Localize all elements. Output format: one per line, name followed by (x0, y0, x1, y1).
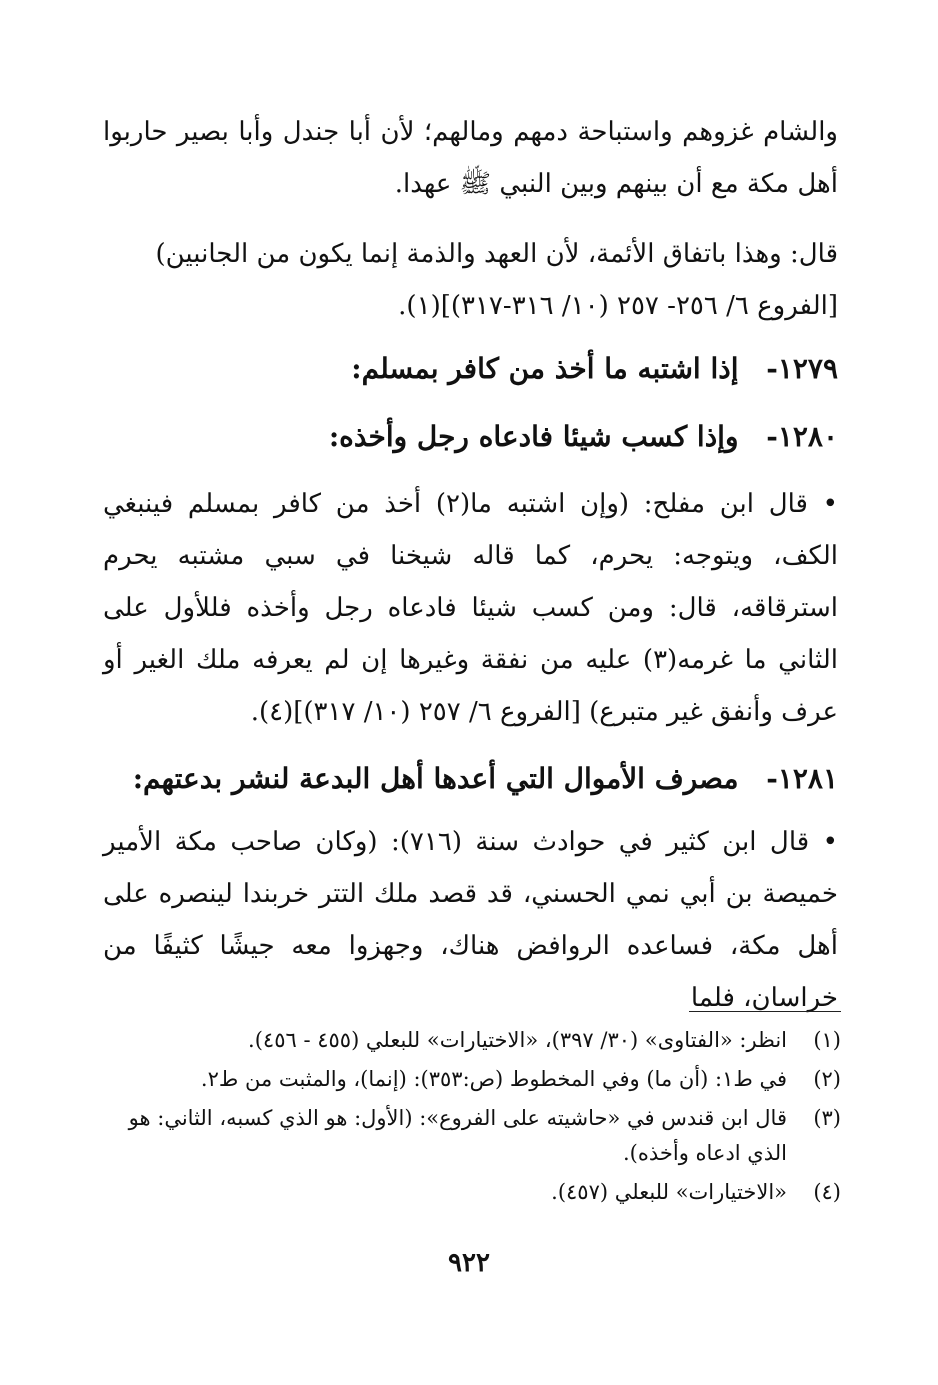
heading-title: مصرف الأموال التي أعدها أهل البدعة لنشر بدعتهم: (132, 762, 739, 795)
section-heading (103, 344, 838, 394)
footnote-number: (١) (813, 1028, 841, 1052)
paragraph-quote (103, 228, 838, 332)
footnote-text: قال ابن قندس في «حاشيته على الفروع»: (الأول: هو الذي كسبه، الثاني: هو الذي ادعاه وأخذه). (128, 1106, 787, 1165)
footnote-number: (٤) (813, 1180, 841, 1204)
paragraph: والشام غزوهم واستباحة دمهم ومالهم؛ لأن أبا جندل وأبا بصير حاربوا أهل مكة مع أن بينهم وبين النبي ﷺ عهدا. (103, 117, 838, 199)
footnote-number: (٣) (813, 1106, 841, 1130)
heading-number: ١٢٧٩- (766, 352, 838, 385)
footnote-number: (٢) (813, 1067, 841, 1091)
heading-title: إذا اشتبه ما أخذ من كافر بمسلم: (351, 352, 739, 385)
page-number: ٩٢٢ (448, 1248, 490, 1278)
reference-citation: [الفروع ٦/ ٢٥٦- ٢٥٧ (١٠/ ٣١٦-٣١٧)](١). (398, 291, 838, 321)
heading-title: وإذا كسب شيئا فادعاه رجل وأخذه: (328, 420, 739, 453)
section-heading (103, 754, 838, 804)
quote-text: قال: وهذا باتفاق الأئمة، لأن العهد والذمة إنما يكون من الجانبين) (155, 239, 838, 269)
paragraph: • قال ابن كثير في حوادث سنة (٧١٦): (وكان صاحب مكة الأمير خميصة بن أبي نمي الحسني، قد قصد ملك التتر خربندا لينصره على أهل مكة، فساعده الروافض هناك، وجهزوا معه جيشًا كثيفًا من خراسان، فلما (103, 827, 838, 1013)
heading-number: ١٢٨٠- (766, 420, 838, 453)
footnote (108, 1101, 841, 1171)
footnote (108, 1062, 841, 1097)
footnote-text: «الاختيارات» للبعلي (٤٥٧). (551, 1180, 787, 1204)
footnote-divider (689, 1011, 841, 1012)
paragraph: • قال ابن مفلح: (وإن اشتبه ما(٢) أخذ من كافر بمسلم فينبغي الكف، ويتوجه: يحرم، كما قاله شيخنا في سبي مشتبه يحرم استرقاقه، قال: ومن كسب شيئا فادعاه رجل وأخذه فللأول على الثاني ما غرمه(٣) عليه من نفقة وغيرها إن لم يعرفه ملك الغير أو عرف وأنفق غير متبرع) [الفروع ٦/ ٢٥٧ (١٠/ ٣١٧)](٤). (103, 489, 839, 727)
section-heading (103, 412, 838, 462)
heading-number: ١٢٨١- (766, 762, 838, 795)
footnotes (108, 1023, 841, 1214)
footnote (108, 1023, 841, 1058)
footnote (108, 1175, 841, 1210)
footnote-text: انظر: «الفتاوى» (٣٠/ ٣٩٧)، «الاختيارات» للبعلي (٤٥٥ - ٤٥٦). (248, 1028, 787, 1052)
footnote-text: في ط١: (أن ما) وفي المخطوط (ص:٣٥٣): (إنما)، والمثبت من ط٢. (200, 1067, 787, 1091)
